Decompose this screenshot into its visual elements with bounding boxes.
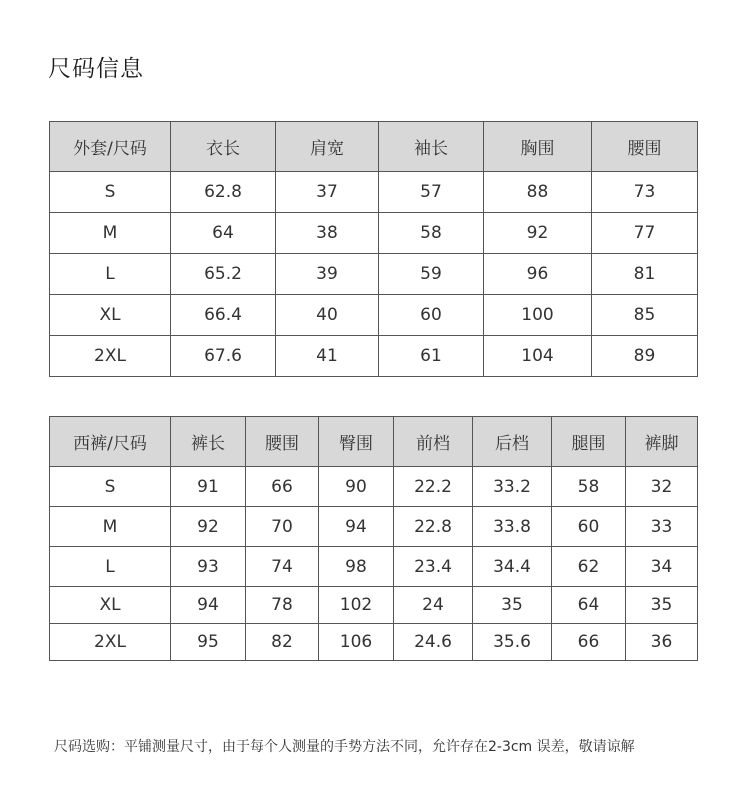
table-cell: 59	[379, 254, 484, 295]
header-cell: 裤长	[171, 417, 246, 467]
table-cell: 94	[319, 507, 394, 547]
table-cell: 74	[246, 547, 319, 587]
table-cell: 70	[246, 507, 319, 547]
table-cell: 35	[626, 587, 698, 624]
table-cell: 98	[319, 547, 394, 587]
table-cell: 95	[171, 624, 246, 661]
table-row	[50, 295, 698, 336]
table-cell: 104	[484, 336, 592, 377]
table-row	[50, 254, 698, 295]
table-cell: 66.4	[171, 295, 276, 336]
table-cell: 33	[626, 507, 698, 547]
table-cell: M	[50, 213, 171, 254]
header-cell: 后档	[473, 417, 552, 467]
header-cell: 胸围	[484, 122, 592, 172]
table-cell: 67.6	[171, 336, 276, 377]
table-cell: S	[50, 172, 171, 213]
table-cell: 78	[246, 587, 319, 624]
table-row	[50, 547, 698, 587]
table-cell: 33.2	[473, 467, 552, 507]
table-header-row	[50, 417, 698, 467]
table-cell: 93	[171, 547, 246, 587]
table-cell: 73	[592, 172, 698, 213]
table-cell: 62.8	[171, 172, 276, 213]
table-cell: 66	[246, 467, 319, 507]
table-row	[50, 624, 698, 661]
table-cell: M	[50, 507, 171, 547]
table-cell: 34.4	[473, 547, 552, 587]
table-cell: 37	[276, 172, 379, 213]
header-cell: 外套/尺码	[50, 122, 171, 172]
table-cell: 2XL	[50, 336, 171, 377]
table-cell: 91	[171, 467, 246, 507]
table-cell: L	[50, 254, 171, 295]
table-cell: 82	[246, 624, 319, 661]
header-cell: 袖长	[379, 122, 484, 172]
table-cell: 92	[484, 213, 592, 254]
table-cell: 2XL	[50, 624, 171, 661]
table-cell: 40	[276, 295, 379, 336]
table-cell: S	[50, 467, 171, 507]
table-cell: 100	[484, 295, 592, 336]
table-cell: 64	[552, 587, 626, 624]
table-cell: 65.2	[171, 254, 276, 295]
table-cell: 89	[592, 336, 698, 377]
table-cell: 94	[171, 587, 246, 624]
table-row	[50, 336, 698, 377]
header-cell: 衣长	[171, 122, 276, 172]
header-cell: 肩宽	[276, 122, 379, 172]
jacket-size-table	[49, 121, 698, 377]
table-cell: 58	[552, 467, 626, 507]
table-cell: 62	[552, 547, 626, 587]
table-cell: 96	[484, 254, 592, 295]
header-cell: 腿围	[552, 417, 626, 467]
table-cell: 106	[319, 624, 394, 661]
table-row	[50, 213, 698, 254]
table-cell: XL	[50, 587, 171, 624]
table-cell: 36	[626, 624, 698, 661]
table-header-row	[50, 122, 698, 172]
table-cell: 88	[484, 172, 592, 213]
table-cell: 92	[171, 507, 246, 547]
table-cell: 35	[473, 587, 552, 624]
table-cell: 23.4	[394, 547, 473, 587]
table-cell: 24	[394, 587, 473, 624]
table-cell: 58	[379, 213, 484, 254]
table-row	[50, 507, 698, 547]
table-cell: 57	[379, 172, 484, 213]
header-cell: 腰围	[246, 417, 319, 467]
table-cell: 81	[592, 254, 698, 295]
table-cell: 32	[626, 467, 698, 507]
table-cell: L	[50, 547, 171, 587]
table-cell: 64	[171, 213, 276, 254]
table-cell: 24.6	[394, 624, 473, 661]
table-cell: 60	[552, 507, 626, 547]
table-cell: 60	[379, 295, 484, 336]
page-title: 尺码信息	[48, 56, 144, 82]
size-note: 尺码选购：平铺测量尺寸，由于每个人测量的手势方法不同，允许存在2-3cm 误差，敬请谅解	[54, 739, 635, 755]
header-cell: 裤脚	[626, 417, 698, 467]
table-cell: 39	[276, 254, 379, 295]
header-cell: 腰围	[592, 122, 698, 172]
table-cell: 33.8	[473, 507, 552, 547]
table-row	[50, 587, 698, 624]
table-cell: 35.6	[473, 624, 552, 661]
header-cell: 臀围	[319, 417, 394, 467]
table-cell: 85	[592, 295, 698, 336]
table-cell: 90	[319, 467, 394, 507]
table-cell: 34	[626, 547, 698, 587]
table-row	[50, 172, 698, 213]
table-cell: XL	[50, 295, 171, 336]
table-cell: 102	[319, 587, 394, 624]
header-cell: 西裤/尺码	[50, 417, 171, 467]
table-cell: 77	[592, 213, 698, 254]
table-cell: 38	[276, 213, 379, 254]
header-cell: 前档	[394, 417, 473, 467]
pants-size-table	[49, 416, 698, 661]
table-row	[50, 467, 698, 507]
table-cell: 66	[552, 624, 626, 661]
table-cell: 61	[379, 336, 484, 377]
table-cell: 22.2	[394, 467, 473, 507]
table-cell: 22.8	[394, 507, 473, 547]
table-cell: 41	[276, 336, 379, 377]
